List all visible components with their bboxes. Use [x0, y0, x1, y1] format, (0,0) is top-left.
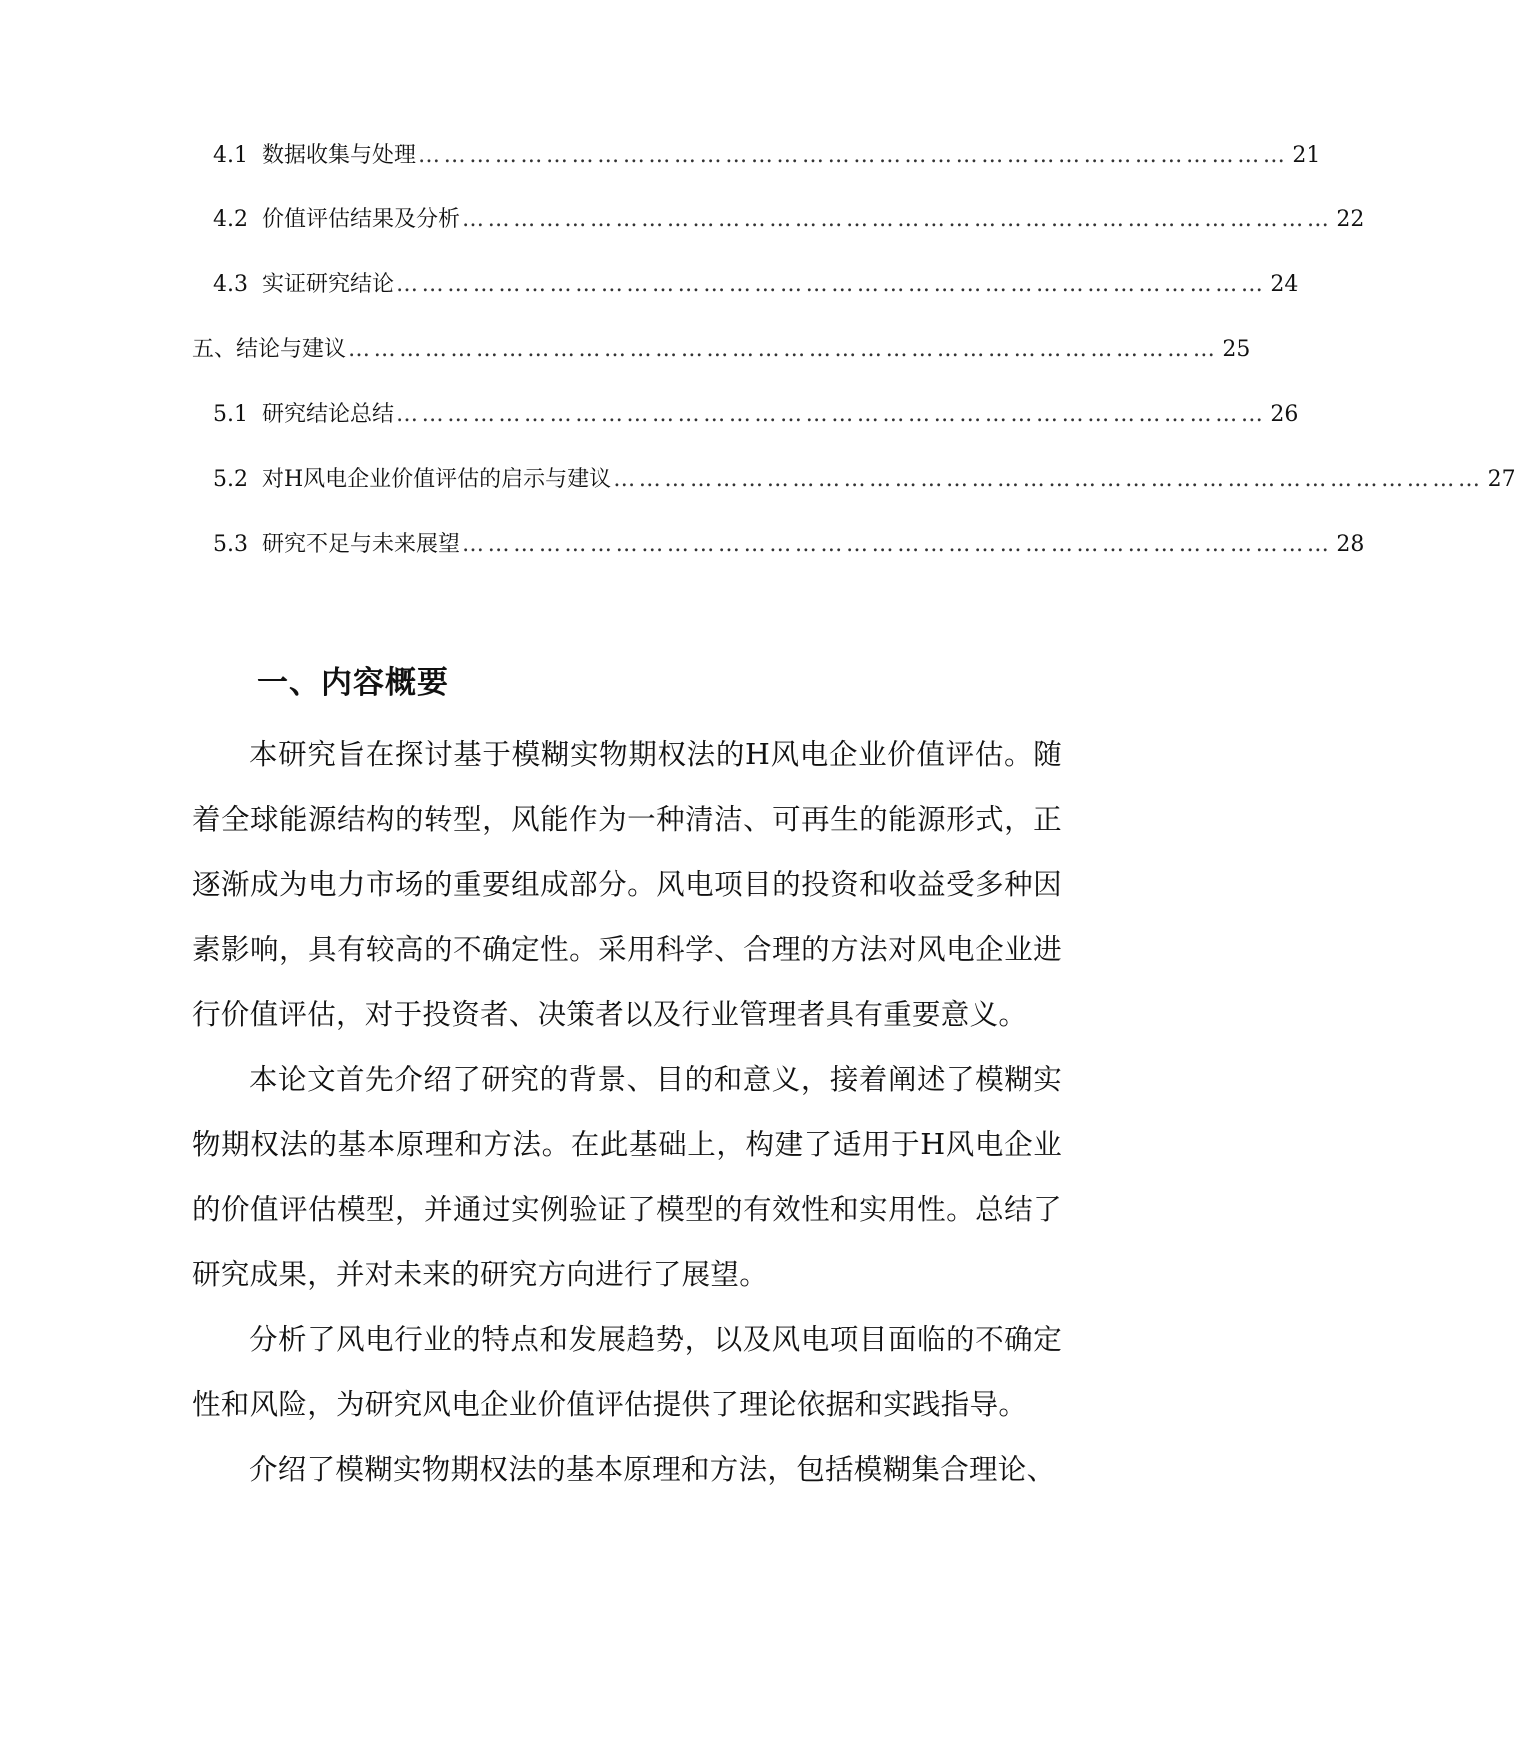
- toc-dot-leader: …………………………………………………………………………………………: [462, 207, 1333, 232]
- toc-entry-page: 25: [1222, 337, 1251, 362]
- toc-dot-leader: …………………………………………………………………………………………: [396, 272, 1267, 297]
- toc-entry-title: 实证研究结论: [262, 272, 395, 297]
- toc-entry-page: 28: [1336, 532, 1365, 557]
- body-paragraph: 分析了风电行业的特点和发展趋势，以及风电项目面临的不确定性和风险，为研究风电企业价值评估提供了理论依据和实践指导。: [192, 1323, 1062, 1421]
- toc-entry[interactable]: [213, 259, 1299, 299]
- toc-entry-page: 21: [1292, 143, 1321, 168]
- toc-entry[interactable]: [213, 389, 1299, 429]
- toc-entry[interactable]: [213, 454, 1516, 494]
- toc-entry-number: 4.2: [213, 207, 248, 232]
- toc-entry-page: 24: [1270, 272, 1299, 297]
- section-body: [192, 722, 1062, 1502]
- body-paragraph: 本论文首先介绍了研究的背景、目的和意义，接着阐述了模糊实物期权法的基本原理和方法。在此基础上，构建了适用于H风电企业的价值评估模型，并通过实例验证了模型的有效性和实用性。总结了研究成果，并对未来的研究方向进行了展望。: [192, 1063, 1062, 1291]
- toc-dot-leader: …………………………………………………………………………………………: [396, 402, 1267, 427]
- toc-entry[interactable]: [213, 519, 1365, 559]
- toc-entry[interactable]: [213, 130, 1321, 170]
- body-paragraph: 介绍了模糊实物期权法的基本原理和方法，包括模糊集合理论、: [249, 1453, 1056, 1486]
- toc-entry-number: 5.2: [213, 467, 248, 492]
- toc-entry-page: 26: [1270, 402, 1299, 427]
- toc-entry-title: 研究不足与未来展望: [262, 532, 461, 557]
- toc-entry[interactable]: [192, 324, 1251, 364]
- toc-entry-number: 5.3: [213, 532, 248, 557]
- toc-dot-leader: …………………………………………………………………………………………: [613, 467, 1484, 492]
- toc-entry-title: 五、结论与建议: [192, 337, 347, 362]
- toc-entry-page: 22: [1336, 207, 1365, 232]
- section-heading: 一、内容概要: [257, 664, 449, 701]
- toc-dot-leader: …………………………………………………………………………………………: [418, 143, 1289, 168]
- toc-entry-number: 5.1: [213, 402, 248, 427]
- toc-dot-leader: …………………………………………………………………………………………: [348, 337, 1219, 362]
- body-paragraph: 本研究旨在探讨基于模糊实物期权法的H风电企业价值评估。随着全球能源结构的转型，风能作为一种清洁、可再生的能源形式，正逐渐成为电力市场的重要组成部分。风电项目的投资和收益受多种因素影响，具有较高的不确定性。采用科学、合理的方法对风电企业进行价值评估，对于投资者、决策者以及行业管理者具有重要意义。: [192, 738, 1062, 1031]
- toc-entry-title: 价值评估结果及分析: [262, 207, 461, 232]
- toc-entry-title: 对H风电企业价值评估的启示与建议: [262, 467, 612, 492]
- toc-entry-number: 4.1: [213, 143, 248, 168]
- toc-entry-title: 数据收集与处理: [262, 143, 417, 168]
- toc-dot-leader: …………………………………………………………………………………………: [462, 532, 1333, 557]
- toc-entry-title: 研究结论总结: [262, 402, 395, 427]
- toc-entry[interactable]: [213, 194, 1365, 234]
- toc-entry-page: 27: [1487, 467, 1516, 492]
- toc-entry-number: 4.3: [213, 272, 248, 297]
